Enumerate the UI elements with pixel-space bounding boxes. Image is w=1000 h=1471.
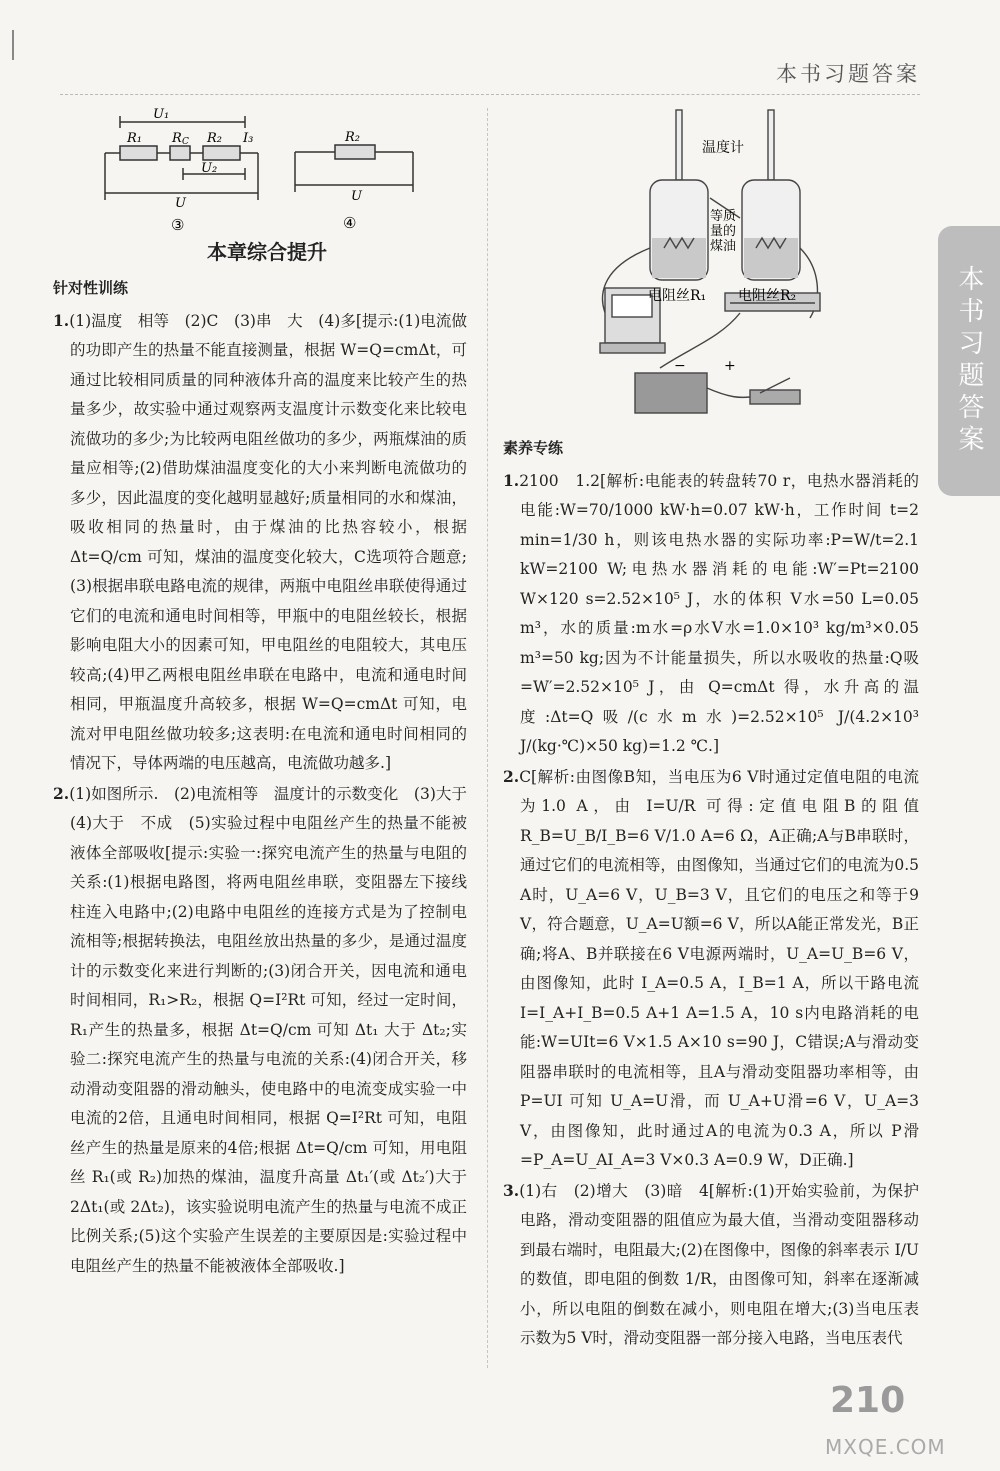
label-u: U: [351, 189, 362, 204]
label-r1: R₁: [127, 131, 142, 146]
label-r2: R₂: [207, 131, 222, 146]
question-text: (1)如图所示. (2)电流相等 温度计的示数变化 (3)大于 (4)大于 不成 (5)实验过程中电阻丝产生的热量不能被液体全部吸收[提示:实验一:探究电流产生的热量与电阻的关系:(1)根据电路图，将两电阻丝串联，变阻器左下接线柱连入电路中;(2)电路中电阻丝的连接方式是为了控制电流相等;根据转换法，电阻丝放出热量的多少，是通过温度计的示数变化来进行判断的;(3)闭合开关，因电流和通电时间相同，R₁>R₂，根据 Q=I²Rt 可知，经过一定时间，R₁产生的热量多，根据 Δt=Q/cm 可知 Δt₁ 大于 Δt₂;实验二:探究电流产生的热量与电流的关系:(4)闭合开关，移动滑动变阻器的滑动触头，使电路中的电流变成实验一中电流的2倍，且通电时间相同，根据 Q=I²Rt 可知，电阻丝产生的热量是原来的4倍;根据 Δt=Q/cm 可知，用电阻丝 R₁(或 R₂)加热的煤油，温度升高量 Δt₁′(或 Δt₂′)大于 2Δt₁(或 2Δt₂)，该实验说明电流产生的热量与电流不成正比例关系;(5)这个实验产生误差的主要原因是:实验过程中电阻丝产生的热量不能被液体全部吸收.]: [69, 784, 483, 1275]
caption-3: ③: [171, 216, 185, 233]
question-text: (1)右 (2)增大 (3)暗 4[解析:(1)开始实验前，为保护电路，滑动变阻器的阻值应为最大值，当滑动变阻器移动到最右端时，电阻最大;(2)在图像中，图像的斜率表示 I/U 的数值，即电阻的倒数 1/R，由图像可知，斜率在逐渐减小，所以电阻的倒数在减小，则电阻在增大;(3)当电压表示数为5 V时，滑动变阻器一部分接入电路，当电压表代: [519, 1181, 919, 1347]
header-rule: [60, 94, 920, 95]
label-thermometer: 温度计: [702, 140, 744, 156]
label-minus: −: [674, 358, 686, 374]
label-plus: +: [724, 358, 736, 374]
label-rc: R: [172, 131, 182, 146]
experiment-apparatus: [590, 108, 830, 418]
question-number: 1.: [53, 310, 70, 330]
question-number: 2.: [503, 766, 520, 786]
label-same-mass-2: 量的: [710, 224, 737, 239]
right-question-3: [503, 1176, 919, 1354]
caption-4: ④: [343, 214, 357, 232]
right-question-1: [503, 466, 919, 762]
label-same-mass-1: 等质: [710, 209, 737, 224]
binding-mark: [12, 30, 14, 60]
question-text: (1)温度 相等 (2)C (3)串 大 (4)多[提示:(1)电流做的功即产生的热量不能直接测量，根据 W=Q=cmΔt，可通过比较相同质量的同种液体升高的温度来比较产生的热量多少，故实验中通过观察两支温度计示数变化来比较电流做功的多少;为比较两电阻丝做功的多少，两瓶煤油的质量应相等;(2)借助煤油温度变化的大小来判断电流做功的多少，因此温度的变化越明显越好;质量相同的水和煤油，吸收相同的热量时，由于煤油的比热容较小，根据 Δt=Q/cm 可知，煤油的温度变化较大，C选项符合题意;(3)根据串联电路电流的规律，两瓶中电阻丝串联使得通过它们的电流和通电时间相等，甲瓶中的电阻丝较长，根据影响电阻大小的因素可知，甲电阻丝的电阻较大，其电压较高;(4)甲乙两根电阻丝串联在电路中，电流和通电时间相同，甲瓶温度升高较多，根据 W=Q=cmΔt 可知，电流对甲电阻丝做功较多;这表明:在电流和通电时间相同的情况下，导体两端的电压越高，电流做功越多.]: [69, 311, 467, 772]
question-number: 1.: [503, 470, 520, 490]
right-column: [503, 430, 919, 1354]
question-number: 3.: [503, 1180, 520, 1200]
header-title: 本书习题答案: [776, 62, 920, 86]
page-number: 210: [830, 1380, 906, 1421]
label-same-mass-3: 煤油: [710, 239, 737, 254]
question-text: C[解析:由图像B知，当电压为6 V时通过定值电阻的电流为1.0 A，由 I=U/R 可得:定值电阻B的阻值 R_B=U_B/I_B=6 V/1.0 A=6 Ω，A正确;A与B串联时，通过它们的电流相等，由图像知，当通过它们的电流为0.5 A时，U_A=6 V，U_B=3 V，且它们的电压之和等于9 V，符合题意，U_A=U额=6 V，所以A能正常发光，B正确;将A、B并联接在6 V电源两端时，U_A=U_B=6 V，由图像知，此时 I_A=0.5 A，I_B=1 A，所以干路电流 I=I_A+I_B=0.5 A+1 A=1.5 A，10 s内电路消耗的电能:W=UIt=6 V×1.5 A×10 s=90 J，C错误;A与滑动变阻器串联时的电流相等，且A与滑动变阻器功率相等，由 P=UI 可知 U_A=U滑，而 U_A+U滑=6 V，U_A=3 V，由图像知，此时通过A的电流为0.3 A，所以 P滑=P_A=U_AI_A=3 V×0.3 A=0.9 W，D正确.]: [519, 767, 919, 1169]
question-number: 2.: [53, 783, 70, 803]
label-u1: U₁: [153, 108, 170, 122]
column-divider: [487, 108, 488, 1368]
chapter-title: 本章综合提升: [207, 240, 327, 264]
circuit-diagram-3: [95, 108, 270, 233]
label-u: U: [175, 196, 186, 211]
label-u2: U₂: [201, 161, 218, 176]
label-wire-r2: 电阻丝R₂: [738, 288, 797, 304]
label-wire-r1: 电阻丝R₁: [648, 288, 707, 304]
left-question-2: [53, 779, 483, 1282]
side-tab: 本书习题答案: [938, 226, 1000, 496]
watermark-site: MXQE.COM: [825, 1435, 946, 1459]
section-title-targeted: 针对性训练: [53, 279, 129, 297]
section-title-literacy: 素养专练: [503, 439, 564, 457]
label-r2: R₂: [345, 130, 360, 145]
label-rc-sub: C: [182, 137, 189, 147]
left-column: [53, 270, 483, 1281]
right-question-2: [503, 762, 919, 1176]
question-text: 2100 1.2[解析:电能表的转盘转70 r，电热水器消耗的电能:W=70/1000 kW·h=0.07 kW·h，工作时间 t=2 min=1/30 h，则该电热水器的实际功率:P=W/t=2.1 kW=2100 W;电热水器消耗的电能:W′=Pt=2100 W×120 s=2.52×10⁵ J，水的体积 V水=50 L=0.05 m³，水的质量:m水=ρ水V水=1.0×10³ kg/m³×0.05 m³=50 kg;因为不计能量损失，所以水吸收的热量:Q吸=W′=2.52×10⁵ J，由 Q=cmΔt 得，水升高的温度:Δt=Q吸/(c水m水)=2.52×10⁵ J/(4.2×10³ J/(kg·℃)×50 kg)=1.2 ℃.]: [519, 471, 919, 755]
left-question-1: [53, 306, 467, 779]
circuit-diagram-4: [285, 130, 425, 233]
label-i3: I₃: [243, 131, 254, 146]
